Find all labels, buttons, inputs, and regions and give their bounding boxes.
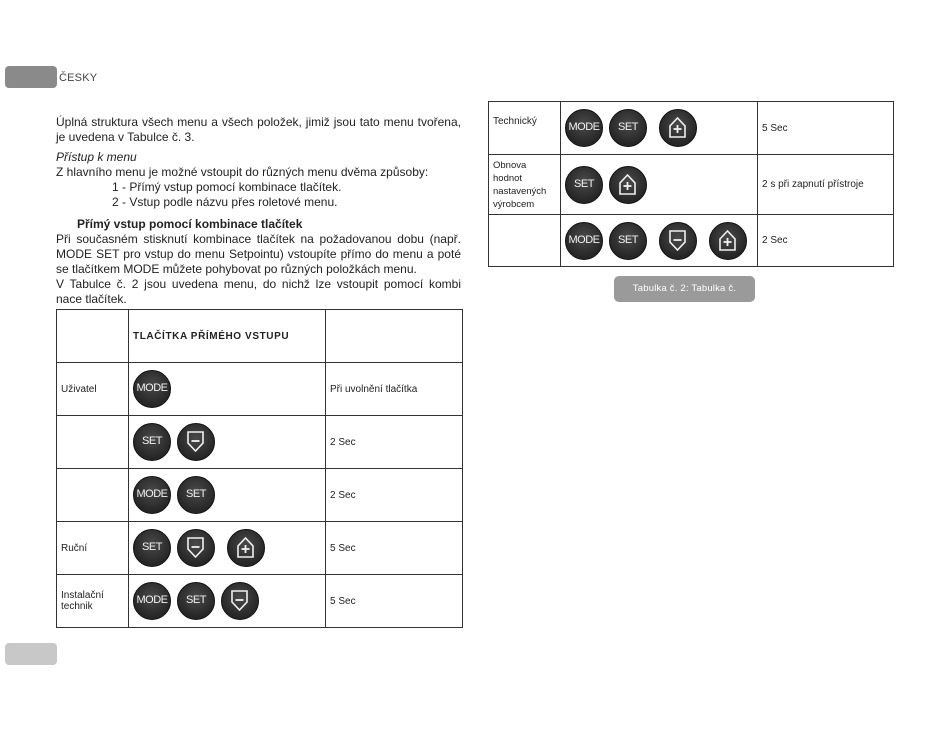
table-row: [57, 363, 463, 416]
mode-button-icon: MODE: [565, 222, 603, 260]
menu-name: [57, 469, 129, 522]
hold-time: Při uvolnění tlačítka: [326, 363, 463, 416]
set-button-icon: SET: [609, 222, 647, 260]
direct-access-table: [56, 309, 463, 628]
mode-button-icon: MODE: [565, 109, 603, 147]
page-number-tab: [5, 643, 57, 665]
header-cell-menu: [57, 310, 129, 363]
intro-paragraph: Úplná struktura všech menu a všech položek, jimiž jsou tato menu tvořena, je uvedena v Tabulce č. 3.: [56, 115, 461, 144]
plus-arrow-icon: [609, 166, 647, 204]
hold-time: 2 s při zapnutí přístroje: [758, 155, 894, 215]
table-row: [57, 522, 463, 575]
table-row: [489, 215, 894, 267]
menu-name: Uživatel: [57, 363, 129, 416]
menu-name: [489, 215, 561, 267]
direct-heading: Přímý vstup pomocí kombinace tlačítek: [77, 217, 303, 231]
menu-name: Ruční: [57, 522, 129, 575]
direct-text: Při současném stisknutí kombinace tlačítek na požadovanou dobu (např. MODE SET pro vstup do menu Setpointu) vstoupíte přímo do menu a poté se tlačítkem MODE můžete pohybovat po různých položkách menu.: [56, 232, 461, 276]
set-button-icon: SET: [133, 529, 171, 567]
button-combination: [129, 469, 326, 522]
table-row: [57, 575, 463, 628]
set-button-icon: SET: [177, 582, 215, 620]
mode-button-icon: MODE: [133, 582, 171, 620]
header-cell-buttons: TLAČÍTKA PŘÍMÉHO VSTUPU: [129, 310, 326, 363]
button-combination: [561, 215, 758, 267]
table-row: [57, 469, 463, 522]
access-heading: Přístup k menu: [56, 150, 137, 164]
menu-name: Technický: [489, 102, 561, 155]
table-row: [489, 102, 894, 155]
minus-arrow-icon: [177, 423, 215, 461]
minus-arrow-icon: [177, 529, 215, 567]
set-button-icon: SET: [565, 166, 603, 204]
language-tab: [5, 66, 57, 88]
table-header-row: [57, 310, 463, 363]
hold-time: 5 Sec: [758, 102, 894, 155]
plus-arrow-icon: [227, 529, 265, 567]
option-2: 2 - Vstup podle názvu přes roletové menu.: [112, 195, 338, 209]
menu-name: Obnova hodnot nastavených výrobcem: [489, 155, 561, 215]
plus-arrow-icon: [709, 222, 747, 260]
minus-arrow-icon: [659, 222, 697, 260]
option-1: 1 - Přímý vstup pomocí kombinace tlačítek.: [112, 180, 342, 194]
header-cell-time: [326, 310, 463, 363]
menu-name: [57, 416, 129, 469]
table-caption: Tabulka č. 2: Tabulka č.: [614, 276, 755, 302]
hold-time: 5 Sec: [326, 522, 463, 575]
hold-time: 5 Sec: [326, 575, 463, 628]
plus-arrow-icon: [659, 109, 697, 147]
button-combination: [561, 155, 758, 215]
button-combination: [129, 575, 326, 628]
language-label: ČESKY: [59, 72, 98, 84]
mode-button-icon: MODE: [133, 476, 171, 514]
set-button-icon: SET: [177, 476, 215, 514]
mode-button-icon: MODE: [133, 370, 171, 408]
minus-arrow-icon: [221, 582, 259, 620]
button-combination: [129, 416, 326, 469]
table-row: [57, 416, 463, 469]
menu-name: Instalační technik: [57, 575, 129, 628]
hold-time: 2 Sec: [326, 469, 463, 522]
direct-access-table-continued: [488, 101, 894, 267]
table-row: [489, 155, 894, 215]
set-button-icon: SET: [609, 109, 647, 147]
hold-time: 2 Sec: [758, 215, 894, 267]
button-combination: [129, 522, 326, 575]
set-button-icon: SET: [133, 423, 171, 461]
hold-time: 2 Sec: [326, 416, 463, 469]
button-combination: [129, 363, 326, 416]
table-reference: V Tabulce č. 2 jsou uvedena menu, do nichž lze vstoupit pomocí kombi nace tlačítek.: [56, 277, 461, 306]
access-text: Z hlavního menu je možné vstoupit do různých menu dvěma způsoby:: [56, 165, 429, 179]
button-combination: [561, 102, 758, 155]
